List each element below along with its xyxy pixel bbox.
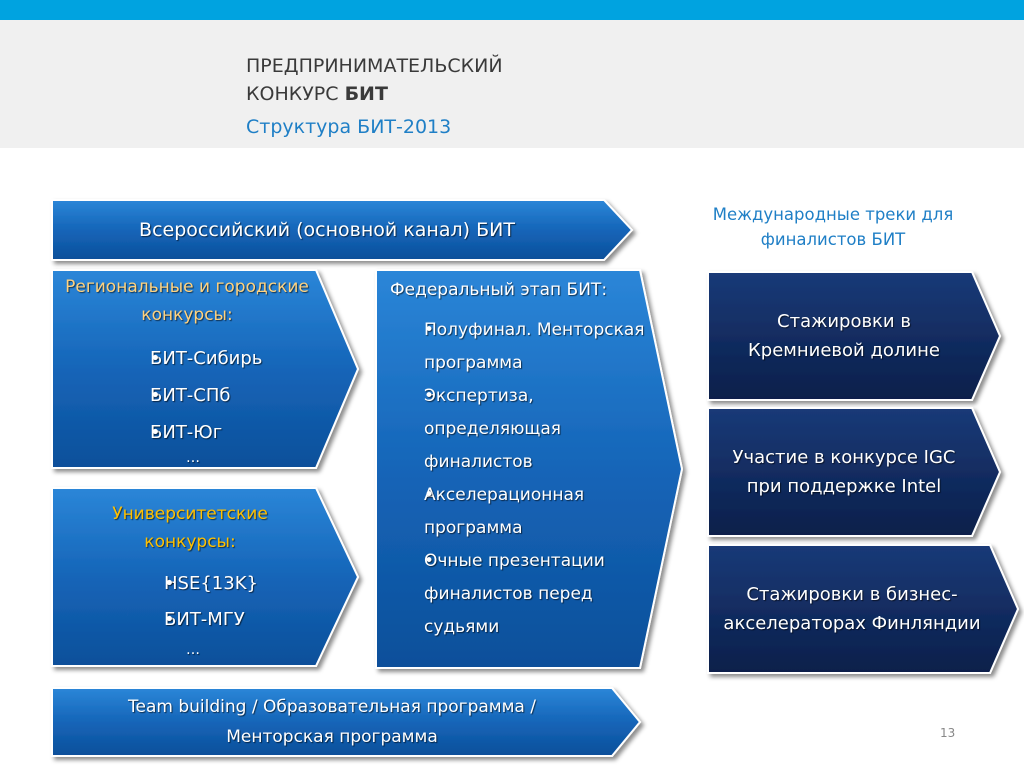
international-track-2 (708, 408, 1000, 536)
federal-item: • Акселерационная программа (386, 479, 648, 545)
federal-content (376, 270, 682, 668)
university-item: • HSE{13K} (126, 566, 258, 602)
university-heading: Университетские конкурсы: (112, 504, 268, 552)
international-tracks-label: Международные треки для финалистов БИТ (712, 205, 954, 249)
track-1-label: Стажировки в Кремниевой долине (748, 311, 940, 361)
university-chevron (52, 488, 358, 666)
top-accent-stripe (0, 0, 1024, 20)
federal-item: • Полуфинал. Менторская программа (386, 314, 648, 380)
international-track-1 (708, 272, 1000, 400)
regional-item: • БИТ-Юг (122, 414, 262, 451)
title-bold: БИТ (344, 83, 388, 105)
header-band (0, 20, 1024, 148)
international-track-3 (708, 545, 1018, 673)
bottom-program-arrow (52, 688, 640, 756)
page-number: 13 (940, 726, 956, 740)
university-ellipsis: … (186, 642, 200, 658)
title-line-2 (246, 80, 503, 108)
regional-heading: Региональные и городские конкурсы: (65, 277, 309, 325)
page-subtitle: Структура БИТ-2013 (246, 116, 452, 138)
main-channel-arrow (52, 200, 632, 260)
regional-chevron (52, 270, 358, 468)
university-content (52, 488, 358, 666)
page-title (246, 52, 503, 108)
title-prefix: КОНКУРС (246, 83, 345, 105)
federal-chevron (376, 270, 682, 668)
regional-list (122, 340, 262, 451)
title-line-1: ПРЕДПРИНИМАТЕЛЬСКИЙ (246, 55, 503, 77)
track-3-label: Стажировки в бизнес-акселераторах Финляндии (723, 584, 981, 634)
federal-heading: Федеральный этап БИТ: (390, 280, 608, 300)
university-list (126, 566, 258, 638)
regional-item: • БИТ-Сибирь (122, 340, 262, 377)
main-channel-label: Всероссийский (основной канал) БИТ (139, 219, 515, 241)
bottom-bar-label: Team building / Образовательная программа / Менторская программа (128, 697, 536, 747)
regional-item: • БИТ-СПб (122, 377, 262, 414)
federal-list (386, 314, 648, 644)
track-2-label: Участие в конкурсе IGC при поддержке Intel (732, 447, 956, 497)
regional-content (52, 270, 358, 468)
federal-item: • Очные презентации финалистов перед судьями (386, 545, 648, 644)
regional-ellipsis: … (186, 450, 200, 466)
federal-item: • Экспертиза, определяющая финалистов (386, 380, 648, 479)
university-item: • БИТ-МГУ (126, 602, 258, 638)
